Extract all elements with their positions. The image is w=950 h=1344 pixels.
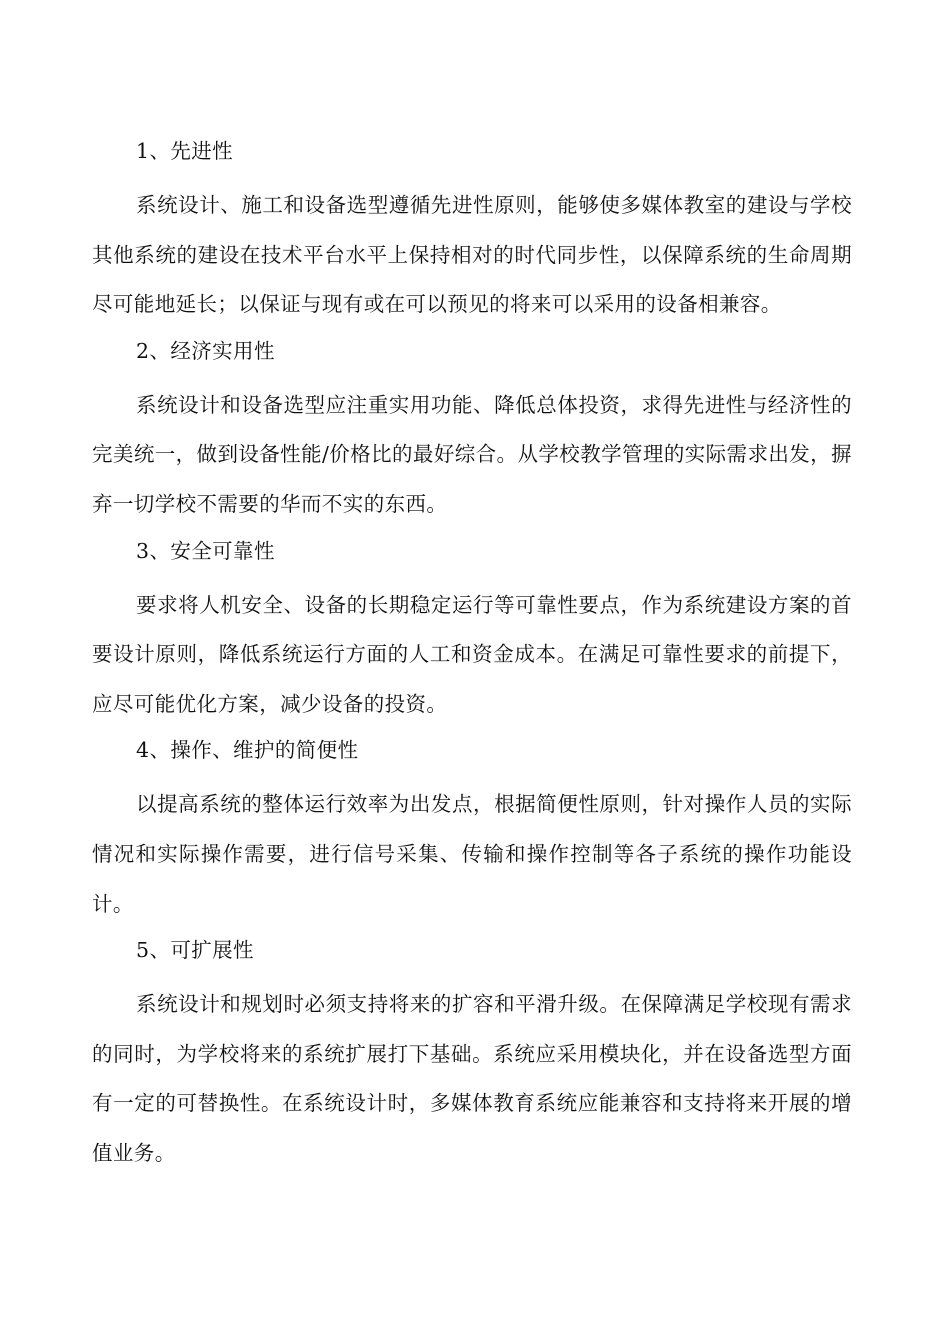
- section-scalability: [92, 930, 852, 1178]
- section-economical: [92, 331, 852, 530]
- section-paragraph: 以提高系统的整体运行效率为出发点，根据简便性原则，针对操作人员的实际情况和实际操作需要，进行信号采集、传输和操作控制等各子系统的操作功能设计。: [92, 792, 852, 916]
- section-heading: 1、先进性: [136, 139, 234, 163]
- section-paragraph: 系统设计、施工和设备选型遵循先进性原则，能够使多媒体教室的建设与学校其他系统的建设在技术平台水平上保持相对的时代同步性，以保障系统的生命周期尽可能地延长；以保证与现有或在可以预见的将来可以采用的设备相兼容。: [92, 193, 852, 317]
- section-paragraph: 系统设计和规划时必须支持将来的扩容和平滑升级。在保障满足学校现有需求的同时，为学校将来的系统扩展打下基础。系统应采用模块化，并在设备选型方面有一定的可替换性。在系统设计时，多媒体教育系统应能兼容和支持将来开展的增值业务。: [92, 992, 852, 1165]
- section-paragraph: 要求将人机安全、设备的长期稳定运行等可靠性要点，作为系统建设方案的首要设计原则，降低系统运行方面的人工和资金成本。在满足可靠性要求的前提下，应尽可能优化方案，减少设备的投资。: [92, 592, 852, 716]
- section-usability: [92, 730, 852, 929]
- document-body: [92, 131, 852, 1180]
- section-heading: 3、安全可靠性: [136, 538, 275, 563]
- section-reliability: [92, 531, 852, 730]
- section-advanced: [92, 131, 852, 330]
- section-heading: 2、经济实用性: [136, 338, 275, 363]
- section-heading: 4、操作、维护的简便性: [136, 738, 359, 763]
- section-paragraph: 系统设计和设备选型应注重实用功能、降低总体投资，求得先进性与经济性的完美统一，做到设备性能/价格比的最好综合。从学校教学管理的实际需求出发，摒弃一切学校不需要的华而不实的东西。: [92, 392, 852, 516]
- section-heading: 5、可扩展性: [136, 938, 254, 963]
